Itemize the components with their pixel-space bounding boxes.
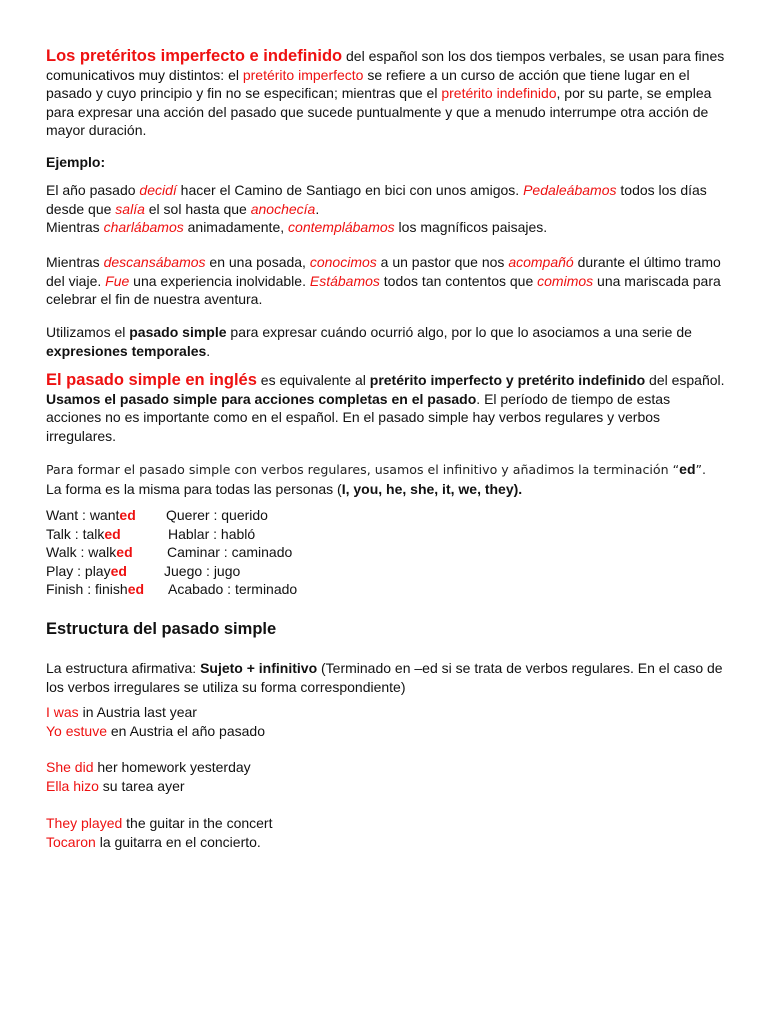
example-pair [46,814,726,851]
verb-english [46,525,121,544]
en-text-c: del español. [645,372,725,388]
structure-paragraph [46,659,726,696]
intro-paragraph [46,47,726,140]
verb-base: Talk : talk [46,526,105,542]
verb-acompano: acompañó [508,254,574,270]
verb-base: Walk : walk [46,544,117,560]
example-es-subject-verb: Tocaron [46,833,96,850]
verb-english [46,543,133,562]
example-es-subject-verb: Yo estuve [46,722,107,739]
p3-text-c: para expresar cuándo ocurrió algo, por lo que lo asociamos a una serie de [226,324,692,340]
intro-title: Los pretéritos imperfecto e indefinido [46,47,343,65]
verb-base: Finish : finish [46,581,128,597]
verb-ending: ed [119,507,136,523]
formation-text-c: La forma es la misma para todas las personas ( [46,480,342,497]
bold-preterito-terms: pretérito imperfecto y pretérito indefinido [369,372,646,388]
example-label: Ejemplo: [46,154,106,170]
verb-estabamos: Estábamos [309,272,380,289]
verb-comimos: comimos [537,272,594,289]
verb-english [46,580,144,599]
verb-translation: Hablar : habló [168,526,256,542]
verb-contemplabamos: contemplábamos [288,219,395,235]
verb-english [46,562,127,581]
verb-english [46,506,136,525]
structure-text-a: La estructura afirmativa: [46,660,201,676]
p1-text-h: los magníficos paisajes. [394,219,548,235]
p1-text-c: todos los días desde que [46,182,707,217]
p1-text-f: Mientras [46,219,104,235]
en-text-a: es equivalente al [256,372,370,388]
verb-decidi: decidí [139,182,177,198]
formation-ed-suffix: ed [679,461,696,477]
verb-fue: Fue [105,272,130,289]
verb-anochecia: anochecía [250,200,316,217]
verb-translation: Juego : jugo [164,563,241,579]
english-title: El pasado simple en inglés [46,371,257,389]
verb-conocimos: conocimos [309,254,377,270]
verb-descansabamos: descansábamos [103,254,206,270]
example-es-subject-verb: Ella hizo [46,777,99,794]
example-es-rest: su tarea ayer [98,777,185,794]
verb-base: Want : want [46,507,120,523]
p1-text-e: . [315,200,320,217]
term-preterito-indefinido: pretérito indefinido [441,85,557,101]
intro-text-1: del español son los dos tiempos verbales, se usan para fines comunicativos muy distintos: el [46,48,725,83]
p2-text-d: durante el último tramo del viaje. [46,254,721,289]
p2-text-a: Mientras [46,254,104,270]
structure-heading: Estructura del pasado simple [46,620,277,638]
p1-text-b: hacer el Camino de Santiago en bici con unos amigos. [176,182,524,198]
example-pair [46,703,726,740]
verb-translation: Querer : querido [166,507,268,523]
formation-pronouns: I, you, he, she, it, we, they). [341,480,523,497]
example-paragraph-2 [46,253,726,309]
formation-paragraph [46,460,726,498]
paragraph-pasado-simple [46,323,726,360]
p2-text-e: una experiencia inolvidable. [129,272,310,289]
p3-text-a: Utilizamos el [46,324,130,340]
structure-text-c: (Terminado en –ed si se trata de verbos regulares. En el caso de los verbos irregulares se utiliza su forma correspondiente) [46,660,723,695]
p1-text-d: el sol hasta que [144,200,251,217]
english-paragraph [46,371,726,445]
p2-text-c: a un pastor que nos [376,254,509,270]
example-en-rest: her homework yesterday [93,759,251,775]
verb-ending: ed [127,581,145,597]
structure-formula: Sujeto + infinitivo [200,660,318,676]
example-en-rest: in Austria last year [78,704,197,720]
verb-translation: Caminar : caminado [167,544,293,560]
p2-text-g: una mariscada para celebrar el fin de nuestra aventura. [46,272,721,307]
verb-translation: Acabado : terminado [168,581,298,597]
formation-text-a: Para formar el pasado simple con verbos regulares, usamos el infinitivo y añadimos la terminación “ [46,462,680,477]
example-paragraph-1 [46,181,726,237]
example-pair [46,758,726,795]
verb-ending: ed [110,563,127,579]
bold-pasado-simple: pasado simple [129,324,227,340]
example-es-rest: en Austria el año pasado [106,722,265,739]
intro-text-3: , por su parte, se emplea para expresar una acción del pasado que sucede puntualmente y que a menudo interrumpe otra acción de mayor duración. [46,85,712,138]
example-en-subject-verb: I was [46,704,79,720]
p1-text-g: animadamente, [183,219,289,235]
verb-salia: salía [115,200,145,217]
example-en-subject-verb: They played [46,815,123,831]
p3-text-d: . [206,342,211,359]
verb-ending: ed [104,526,121,542]
en-text-d: . El período de tiempo de estas acciones no es importante como en el español. En el pasado simple hay verbos regulares y verbos irregulares. [46,390,671,444]
example-es-rest: la guitarra en el concierto. [95,833,261,850]
verb-ending: ed [116,544,133,560]
verb-base: Play : play [46,563,111,579]
example-en-subject-verb: She did [46,759,94,775]
intro-text-2: se refiere a un curso de acción que tiene lugar en el pasado y cuyo principio y fin no se especifican; mientras que el [46,66,690,101]
p2-text-b: en una posada, [205,254,310,270]
p2-text-f: todos tan contentos que [379,272,538,289]
p1-text-a: El año pasado [46,182,140,198]
formation-text-b: ”. [695,462,707,477]
example-en-rest: the guitar in the concert [122,815,273,831]
term-preterito-imperfecto: pretérito imperfecto [242,66,364,83]
verb-pedaleabamos: Pedaleábamos [523,182,617,198]
bold-usage-rule: Usamos el pasado simple para acciones completas en el pasado [46,390,477,407]
verb-charlabamos: charlábamos [103,219,184,235]
bold-expresiones-temporales: expresiones temporales [46,342,207,359]
